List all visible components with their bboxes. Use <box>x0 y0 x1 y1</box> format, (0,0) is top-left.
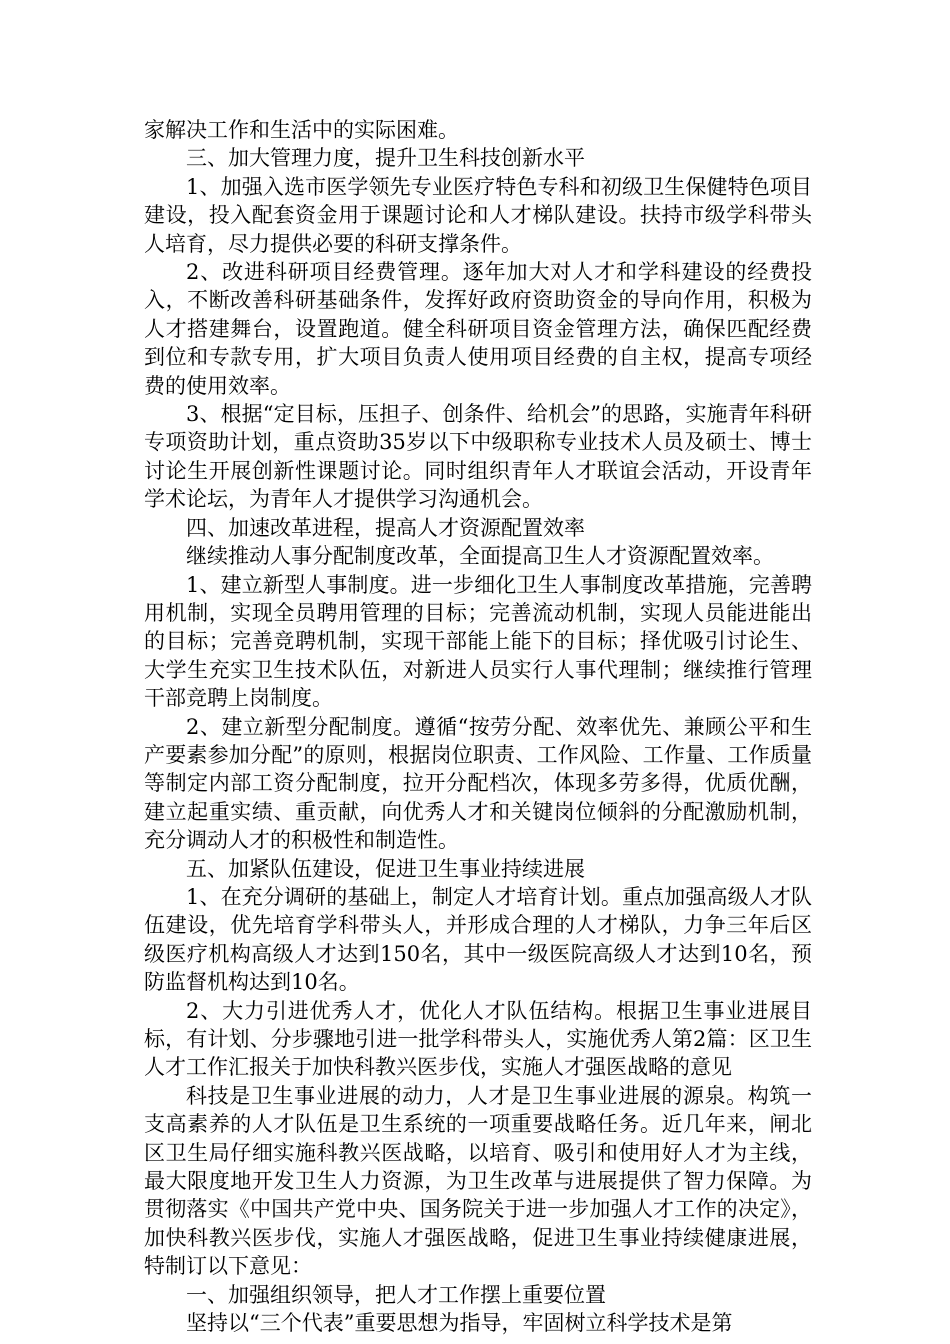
section-heading: 五、加紧队伍建设，促进卫生事业持续进展 <box>186 856 585 881</box>
paragraph: 1、建立新型人事制度。进一步细化卫生人事制度改革措施，完善聘用机制，实现全员聘用管理的目标；完善流动机制，实现人员能进能出的目标；完善竞聘机制，实现干部能上能下的目标；择优吸引讨论生、大学生充实卫生技术队伍，对新进人员实行人事代理制；继续推行管理干部竞聘上岗制度。 <box>144 572 812 711</box>
section-heading: 四、加速改革进程，提高人才资源配置效率 <box>186 515 585 540</box>
paragraph: 坚持以“三个代表”重要思想为指导，牢固树立科学技术是第 <box>186 1311 733 1336</box>
paragraph: 1、加强入选市医学领先专业医疗特色专科和初级卫生保健特色项目建设，投入配套资金用于课题讨论和人才梯队建设。扶持市级学科带头人培育，尽力提供必要的科研支撑条件。 <box>144 174 812 256</box>
paragraph: 科技是卫生事业进展的动力，人才是卫生事业进展的源泉。构筑一支高素养的人才队伍是卫生系统的一项重要战略任务。近几年来，闸北区卫生局仔细实施科教兴医战略，以培育、吸引和使用好人才为主线，最大限度地开发卫生人力资源，为卫生改革与进展提供了智力保障。为贯彻落实《中国共产党中央、国务院关于进一步加强人才工作的决定》，加快科教兴医步伐，实施人才强医战略，促进卫生事业持续健康进展，特制订以下意见： <box>144 1083 812 1279</box>
section-heading: 一、加强组织领导，把人才工作摆上重要位置 <box>186 1282 606 1307</box>
paragraph: 1、在充分调研的基础上，制定人才培育计划。重点加强高级人才队伍建设，优先培育学科带头人，并形成合理的人才梯队，力争三年后区级医疗机构高级人才达到150名，其中一级医院高级人才达到10名，预防监督机构达到10名。 <box>144 884 812 995</box>
paragraph: 2、建立新型分配制度。遵循“按劳分配、效率优先、兼顾公平和生产要素参加分配”的原则，根据岗位职责、工作风险、工作量、工作质量等制定内部工资分配制度，拉开分配档次，体现多劳多得，优质优酬，建立起重实绩、重贡献，向优秀人才和关键岗位倾斜的分配激励机制，充分调动人才的积极性和制造性。 <box>144 714 812 853</box>
paragraph: 3、根据“定目标，压担子、创条件、给机会”的思路，实施青年科研专项资助计划，重点资助35岁以下中级职称专业技术人员及硕士、博士讨论生开展创新性课题讨论。同时组织青年人才联谊会活动，开设青年学术论坛，为青年人才提供学习沟通机会。 <box>144 402 812 512</box>
paragraph: 2、大力引进优秀人才，优化人才队伍结构。根据卫生事业进展目标，有计划、分步骤地引进一批学科带头人，实施优秀人第2篇：区卫生人才工作汇报关于加快科教兴医步伐，实施人才强医战略的意见 <box>144 998 812 1080</box>
document-body <box>144 116 812 1337</box>
paragraph: 2、改进科研项目经费管理。逐年加大对人才和学科建设的经费投入，不断改善科研基础条件，发挥好政府资助资金的导向作用，积极为人才搭建舞台，设置跑道。健全科研项目资金管理方法，确保匹配经费到位和专款专用，扩大项目负责人使用项目经费的自主权，提高专项经费的使用效率。 <box>144 260 812 398</box>
section-heading: 三、加大管理力度，提升卫生科技创新水平 <box>186 146 585 171</box>
paragraph: 继续推动人事分配制度改革，全面提高卫生人才资源配置效率。 <box>186 544 774 569</box>
paragraph: 家解决工作和生活中的实际困难。 <box>144 118 459 142</box>
